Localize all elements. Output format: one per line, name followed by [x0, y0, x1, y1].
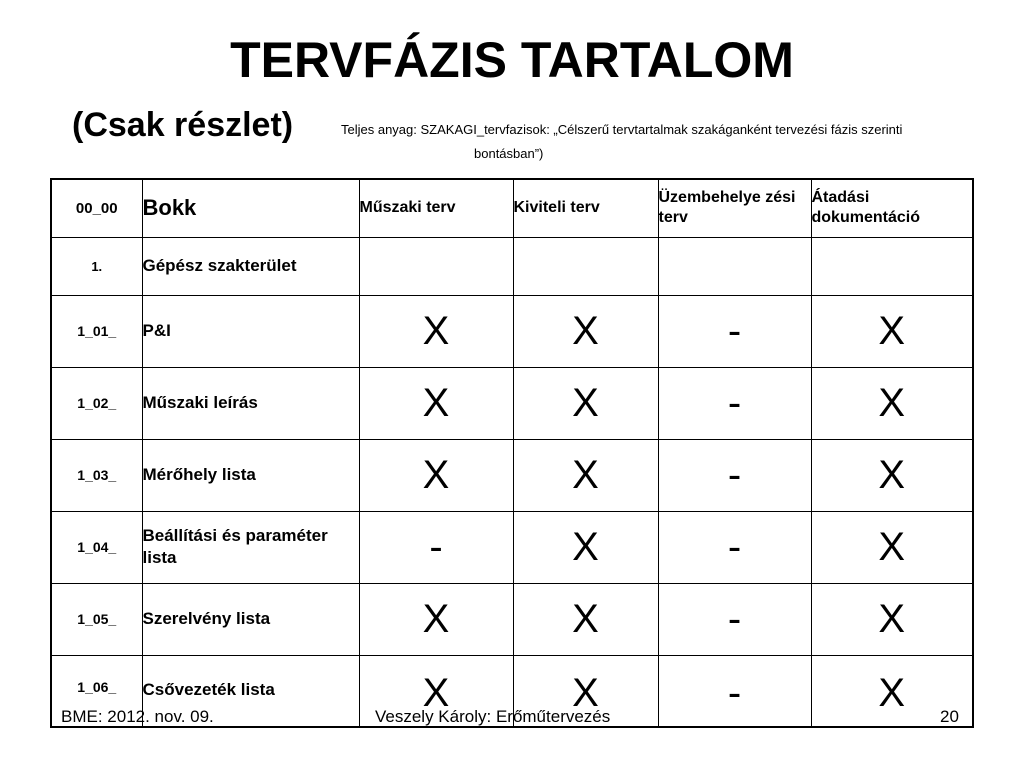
- mark-uzembehelyezesi: -: [658, 295, 811, 367]
- header-uzembehelyezesi-terv: Üzembehelye zési terv: [658, 179, 811, 237]
- slide-subtitle: (Csak részlet): [72, 106, 294, 144]
- header-muszaki-terv: Műszaki terv: [359, 179, 513, 237]
- design-phase-table: [50, 178, 974, 728]
- row-code: 1_06_: [51, 655, 142, 727]
- mark-kiviteli: X: [513, 511, 658, 583]
- row-name: Műszaki leírás: [142, 367, 359, 439]
- mark-muszaki: X: [359, 439, 513, 511]
- mark-uzembehelyezesi: -: [658, 583, 811, 655]
- mark-uzembehelyezesi: -: [658, 655, 811, 727]
- mark-kiviteli: X: [513, 367, 658, 439]
- row-name: Csővezeték lista: [142, 655, 359, 727]
- table-row: [51, 439, 973, 511]
- mark-atadasi: X: [811, 655, 973, 727]
- table-header-row: [51, 179, 973, 237]
- mark-uzembehelyezesi: -: [658, 367, 811, 439]
- mark-atadasi: X: [811, 367, 973, 439]
- section-code: 1.: [51, 237, 142, 295]
- source-note-line2: bontásban”): [474, 146, 544, 161]
- mark-atadasi: X: [811, 511, 973, 583]
- footer-author: Veszely Károly: Erőműtervezés: [375, 707, 611, 726]
- source-note-line1: Teljes anyag: SZAKAGI_tervfazisok: „Célszerű tervtartalmak szakáganként tervezési fázis szerinti: [341, 122, 903, 137]
- row-code: 1_01_: [51, 295, 142, 367]
- footer-date: BME: 2012. nov. 09.: [61, 707, 214, 726]
- mark-uzembehelyezesi: -: [658, 511, 811, 583]
- section-row: [51, 237, 973, 295]
- mark-muszaki: X: [359, 295, 513, 367]
- empty-cell: [658, 237, 811, 295]
- table-row: [51, 583, 973, 655]
- mark-atadasi: X: [811, 583, 973, 655]
- header-atadasi-dokumentacio: Átadási dokumentáció: [811, 179, 973, 237]
- empty-cell: [359, 237, 513, 295]
- mark-atadasi: X: [811, 295, 973, 367]
- row-code: 1_03_: [51, 439, 142, 511]
- row-name: Beállítási és paraméter lista: [142, 511, 359, 583]
- mark-muszaki: X: [359, 367, 513, 439]
- empty-cell: [811, 237, 973, 295]
- row-name: Mérőhely lista: [142, 439, 359, 511]
- mark-atadasi: X: [811, 439, 973, 511]
- row-code: 1_05_: [51, 583, 142, 655]
- mark-uzembehelyezesi: -: [658, 439, 811, 511]
- mark-kiviteli: X: [513, 655, 658, 727]
- mark-muszaki: X: [359, 583, 513, 655]
- mark-kiviteli: X: [513, 439, 658, 511]
- mark-kiviteli: X: [513, 583, 658, 655]
- empty-cell: [513, 237, 658, 295]
- table-row: [51, 295, 973, 367]
- header-kiviteli-terv: Kiviteli terv: [513, 179, 658, 237]
- section-name: Gépész szakterület: [142, 237, 359, 295]
- row-code: 1_04_: [51, 511, 142, 583]
- footer-page-number: 20: [940, 707, 959, 726]
- row-code: 1_02_: [51, 367, 142, 439]
- table-row: [51, 511, 973, 583]
- header-code: 00_00: [51, 179, 142, 237]
- row-name: Szerelvény lista: [142, 583, 359, 655]
- mark-muszaki: X: [359, 655, 513, 727]
- header-bokk: Bokk: [142, 179, 359, 237]
- table-row: [51, 367, 973, 439]
- row-name: P&I: [142, 295, 359, 367]
- mark-kiviteli: X: [513, 295, 658, 367]
- mark-muszaki: -: [359, 511, 513, 583]
- slide-title: TERVFÁZIS TARTALOM: [230, 32, 794, 88]
